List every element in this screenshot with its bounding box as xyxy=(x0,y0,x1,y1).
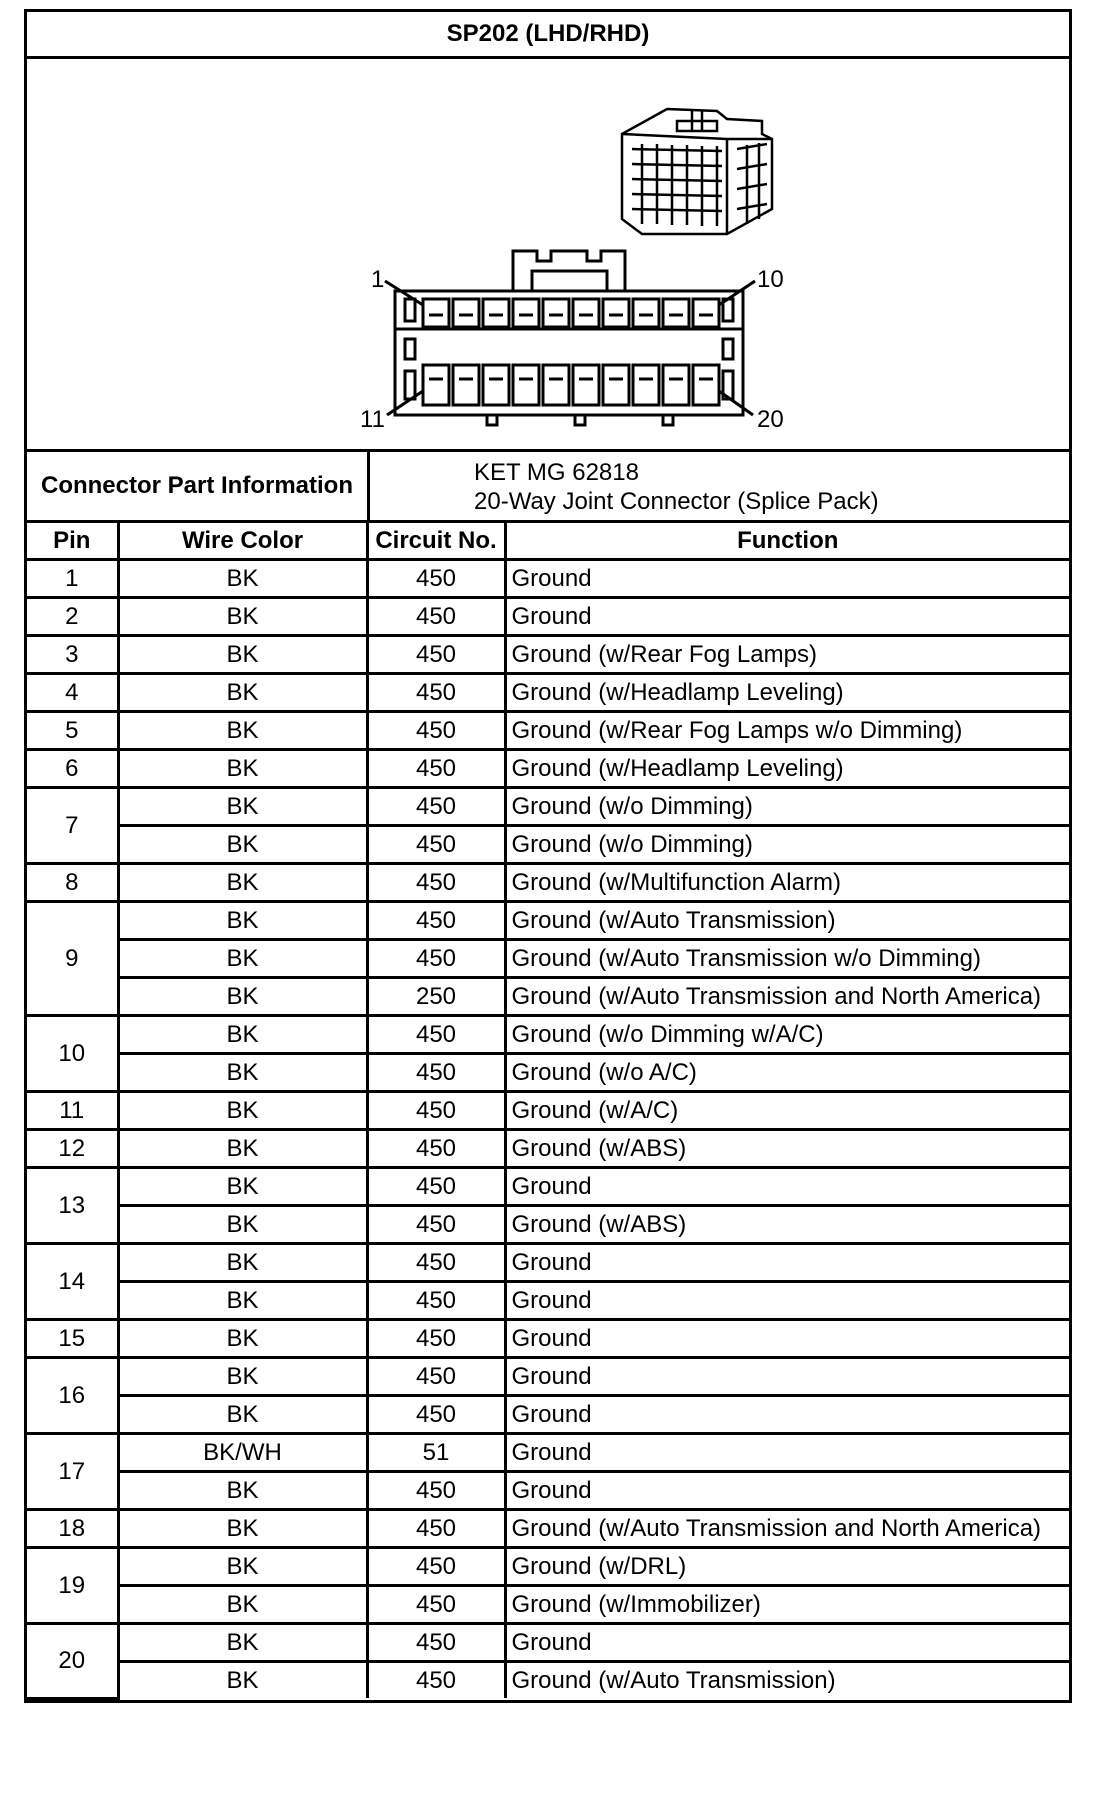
function: Ground (w/Auto Transmission) xyxy=(505,1662,1069,1699)
function: Ground (w/Rear Fog Lamps) xyxy=(505,636,1069,674)
circuit-number: 450 xyxy=(367,1016,505,1054)
function: Ground xyxy=(505,1434,1069,1472)
wire-color: BK xyxy=(118,1586,367,1624)
connector-isometric-view xyxy=(622,109,772,234)
pin-number: 10 xyxy=(27,1016,118,1092)
table-row xyxy=(27,1586,1069,1624)
pin-number: 4 xyxy=(27,674,118,712)
function: Ground xyxy=(505,1472,1069,1510)
table-row xyxy=(27,1282,1069,1320)
circuit-number: 450 xyxy=(367,1130,505,1168)
circuit-number: 450 xyxy=(367,1054,505,1092)
pin-number: 3 xyxy=(27,636,118,674)
pin-number: 17 xyxy=(27,1434,118,1510)
table-row xyxy=(27,674,1069,712)
function: Ground xyxy=(505,1282,1069,1320)
wire-color: BK xyxy=(118,1130,367,1168)
wire-color: BK xyxy=(118,788,367,826)
circuit-number: 450 xyxy=(367,1320,505,1358)
function: Ground (w/Auto Transmission and North America) xyxy=(505,978,1069,1016)
pin-table xyxy=(27,523,1069,1700)
header-wire-color: Wire Color xyxy=(118,523,367,560)
connector-drawing xyxy=(27,59,1069,449)
function: Ground xyxy=(505,1168,1069,1206)
part-number: KET MG 62818 xyxy=(474,459,639,486)
table-row xyxy=(27,1662,1069,1699)
pin-number: 11 xyxy=(27,1092,118,1130)
function: Ground xyxy=(505,598,1069,636)
circuit-number: 450 xyxy=(367,1472,505,1510)
pin-table-body xyxy=(27,560,1069,1699)
function: Ground (w/Rear Fog Lamps w/o Dimming) xyxy=(505,712,1069,750)
pin-number: 5 xyxy=(27,712,118,750)
wire-color: BK xyxy=(118,1624,367,1662)
table-row xyxy=(27,1244,1069,1282)
function: Ground (w/A/C) xyxy=(505,1092,1069,1130)
pin-number: 1 xyxy=(27,560,118,598)
function: Ground (w/o Dimming) xyxy=(505,826,1069,864)
circuit-number: 450 xyxy=(367,1092,505,1130)
function: Ground (w/Headlamp Leveling) xyxy=(505,750,1069,788)
table-row xyxy=(27,598,1069,636)
circuit-number: 450 xyxy=(367,1662,505,1699)
pin-number: 20 xyxy=(27,1624,118,1699)
wire-color: BK xyxy=(118,636,367,674)
table-row xyxy=(27,1016,1069,1054)
page-title: SP202 (LHD/RHD) xyxy=(27,12,1069,59)
wire-color: BK xyxy=(118,978,367,1016)
wire-color: BK xyxy=(118,902,367,940)
function: Ground xyxy=(505,1624,1069,1662)
table-row xyxy=(27,1092,1069,1130)
wire-color: BK xyxy=(118,1510,367,1548)
table-row xyxy=(27,902,1069,940)
connector-sheet xyxy=(24,9,1072,1703)
circuit-number: 450 xyxy=(367,1586,505,1624)
pin-number: 14 xyxy=(27,1244,118,1320)
table-row xyxy=(27,1206,1069,1244)
wire-color: BK xyxy=(118,1168,367,1206)
pin-label-10: 10 xyxy=(757,266,784,293)
pin-number: 6 xyxy=(27,750,118,788)
table-row xyxy=(27,788,1069,826)
connector-info-value xyxy=(370,452,1069,520)
table-row xyxy=(27,1396,1069,1434)
function: Ground (w/Auto Transmission w/o Dimming) xyxy=(505,940,1069,978)
function: Ground (w/DRL) xyxy=(505,1548,1069,1586)
table-row xyxy=(27,712,1069,750)
pin-number: 2 xyxy=(27,598,118,636)
wire-color: BK xyxy=(118,750,367,788)
connector-face-view xyxy=(385,251,755,425)
circuit-number: 450 xyxy=(367,636,505,674)
table-row xyxy=(27,826,1069,864)
pin-number: 15 xyxy=(27,1320,118,1358)
function: Ground (w/Immobilizer) xyxy=(505,1586,1069,1624)
header-function: Function xyxy=(505,523,1069,560)
wire-color: BK xyxy=(118,1092,367,1130)
header-pin: Pin xyxy=(27,523,118,560)
circuit-number: 450 xyxy=(367,826,505,864)
function: Ground xyxy=(505,1244,1069,1282)
wire-color: BK xyxy=(118,1358,367,1396)
pin-number: 7 xyxy=(27,788,118,864)
table-row xyxy=(27,636,1069,674)
circuit-number: 450 xyxy=(367,598,505,636)
circuit-number: 450 xyxy=(367,1624,505,1662)
function: Ground (w/Auto Transmission and North America) xyxy=(505,1510,1069,1548)
function: Ground (w/Auto Transmission) xyxy=(505,902,1069,940)
function: Ground (w/ABS) xyxy=(505,1130,1069,1168)
function: Ground (w/o Dimming w/A/C) xyxy=(505,1016,1069,1054)
wire-color: BK xyxy=(118,1054,367,1092)
pin-label-1: 1 xyxy=(371,266,385,293)
circuit-number: 450 xyxy=(367,1168,505,1206)
function: Ground xyxy=(505,1320,1069,1358)
circuit-number: 450 xyxy=(367,788,505,826)
circuit-number: 450 xyxy=(367,1282,505,1320)
circuit-number: 450 xyxy=(367,1206,505,1244)
function: Ground (w/Headlamp Leveling) xyxy=(505,674,1069,712)
wire-color: BK xyxy=(118,560,367,598)
table-row xyxy=(27,1054,1069,1092)
table-row xyxy=(27,1358,1069,1396)
function: Ground xyxy=(505,1396,1069,1434)
circuit-number: 450 xyxy=(367,1396,505,1434)
wire-color: BK xyxy=(118,1320,367,1358)
wire-color: BK xyxy=(118,1016,367,1054)
pin-number: 19 xyxy=(27,1548,118,1624)
circuit-number: 450 xyxy=(367,1510,505,1548)
wire-color: BK xyxy=(118,1244,367,1282)
circuit-number: 450 xyxy=(367,674,505,712)
function: Ground xyxy=(505,560,1069,598)
pin-label-20: 20 xyxy=(757,406,784,433)
function: Ground (w/o Dimming) xyxy=(505,788,1069,826)
header-circuit-no: Circuit No. xyxy=(367,523,505,560)
function: Ground (w/o A/C) xyxy=(505,1054,1069,1092)
table-row xyxy=(27,1168,1069,1206)
circuit-number: 450 xyxy=(367,1548,505,1586)
table-row xyxy=(27,1472,1069,1510)
table-row xyxy=(27,940,1069,978)
wire-color: BK xyxy=(118,1472,367,1510)
wire-color: BK xyxy=(118,940,367,978)
pin-number: 16 xyxy=(27,1358,118,1434)
part-description: 20-Way Joint Connector (Splice Pack) xyxy=(474,488,879,515)
pin-number: 18 xyxy=(27,1510,118,1548)
table-row xyxy=(27,1510,1069,1548)
circuit-number: 450 xyxy=(367,750,505,788)
connector-info-label: Connector Part Information xyxy=(27,452,370,520)
pin-number: 13 xyxy=(27,1168,118,1244)
circuit-number: 450 xyxy=(367,940,505,978)
wire-color: BK xyxy=(118,1206,367,1244)
table-row xyxy=(27,560,1069,598)
table-row xyxy=(27,1320,1069,1358)
wire-color: BK xyxy=(118,712,367,750)
table-header-row xyxy=(27,523,1069,560)
circuit-number: 250 xyxy=(367,978,505,1016)
circuit-number: 51 xyxy=(367,1434,505,1472)
table-row xyxy=(27,978,1069,1016)
table-row xyxy=(27,1548,1069,1586)
wire-color: BK xyxy=(118,1662,367,1699)
circuit-number: 450 xyxy=(367,902,505,940)
function: Ground (w/Multifunction Alarm) xyxy=(505,864,1069,902)
pin-number: 8 xyxy=(27,864,118,902)
wire-color: BK xyxy=(118,1396,367,1434)
circuit-number: 450 xyxy=(367,560,505,598)
table-row xyxy=(27,1434,1069,1472)
wire-color: BK/WH xyxy=(118,1434,367,1472)
connector-part-information xyxy=(27,452,1069,523)
circuit-number: 450 xyxy=(367,864,505,902)
function: Ground xyxy=(505,1358,1069,1396)
table-row xyxy=(27,864,1069,902)
wire-color: BK xyxy=(118,864,367,902)
pin-label-11: 11 xyxy=(360,406,385,433)
circuit-number: 450 xyxy=(367,1358,505,1396)
table-row xyxy=(27,750,1069,788)
pin-number: 9 xyxy=(27,902,118,1016)
circuit-number: 450 xyxy=(367,1244,505,1282)
table-row xyxy=(27,1624,1069,1662)
wire-color: BK xyxy=(118,1282,367,1320)
wire-color: BK xyxy=(118,1548,367,1586)
pin-number: 12 xyxy=(27,1130,118,1168)
wire-color: BK xyxy=(118,674,367,712)
connector-diagram xyxy=(27,59,1069,452)
wire-color: BK xyxy=(118,598,367,636)
circuit-number: 450 xyxy=(367,712,505,750)
wire-color: BK xyxy=(118,826,367,864)
function: Ground (w/ABS) xyxy=(505,1206,1069,1244)
table-row xyxy=(27,1130,1069,1168)
